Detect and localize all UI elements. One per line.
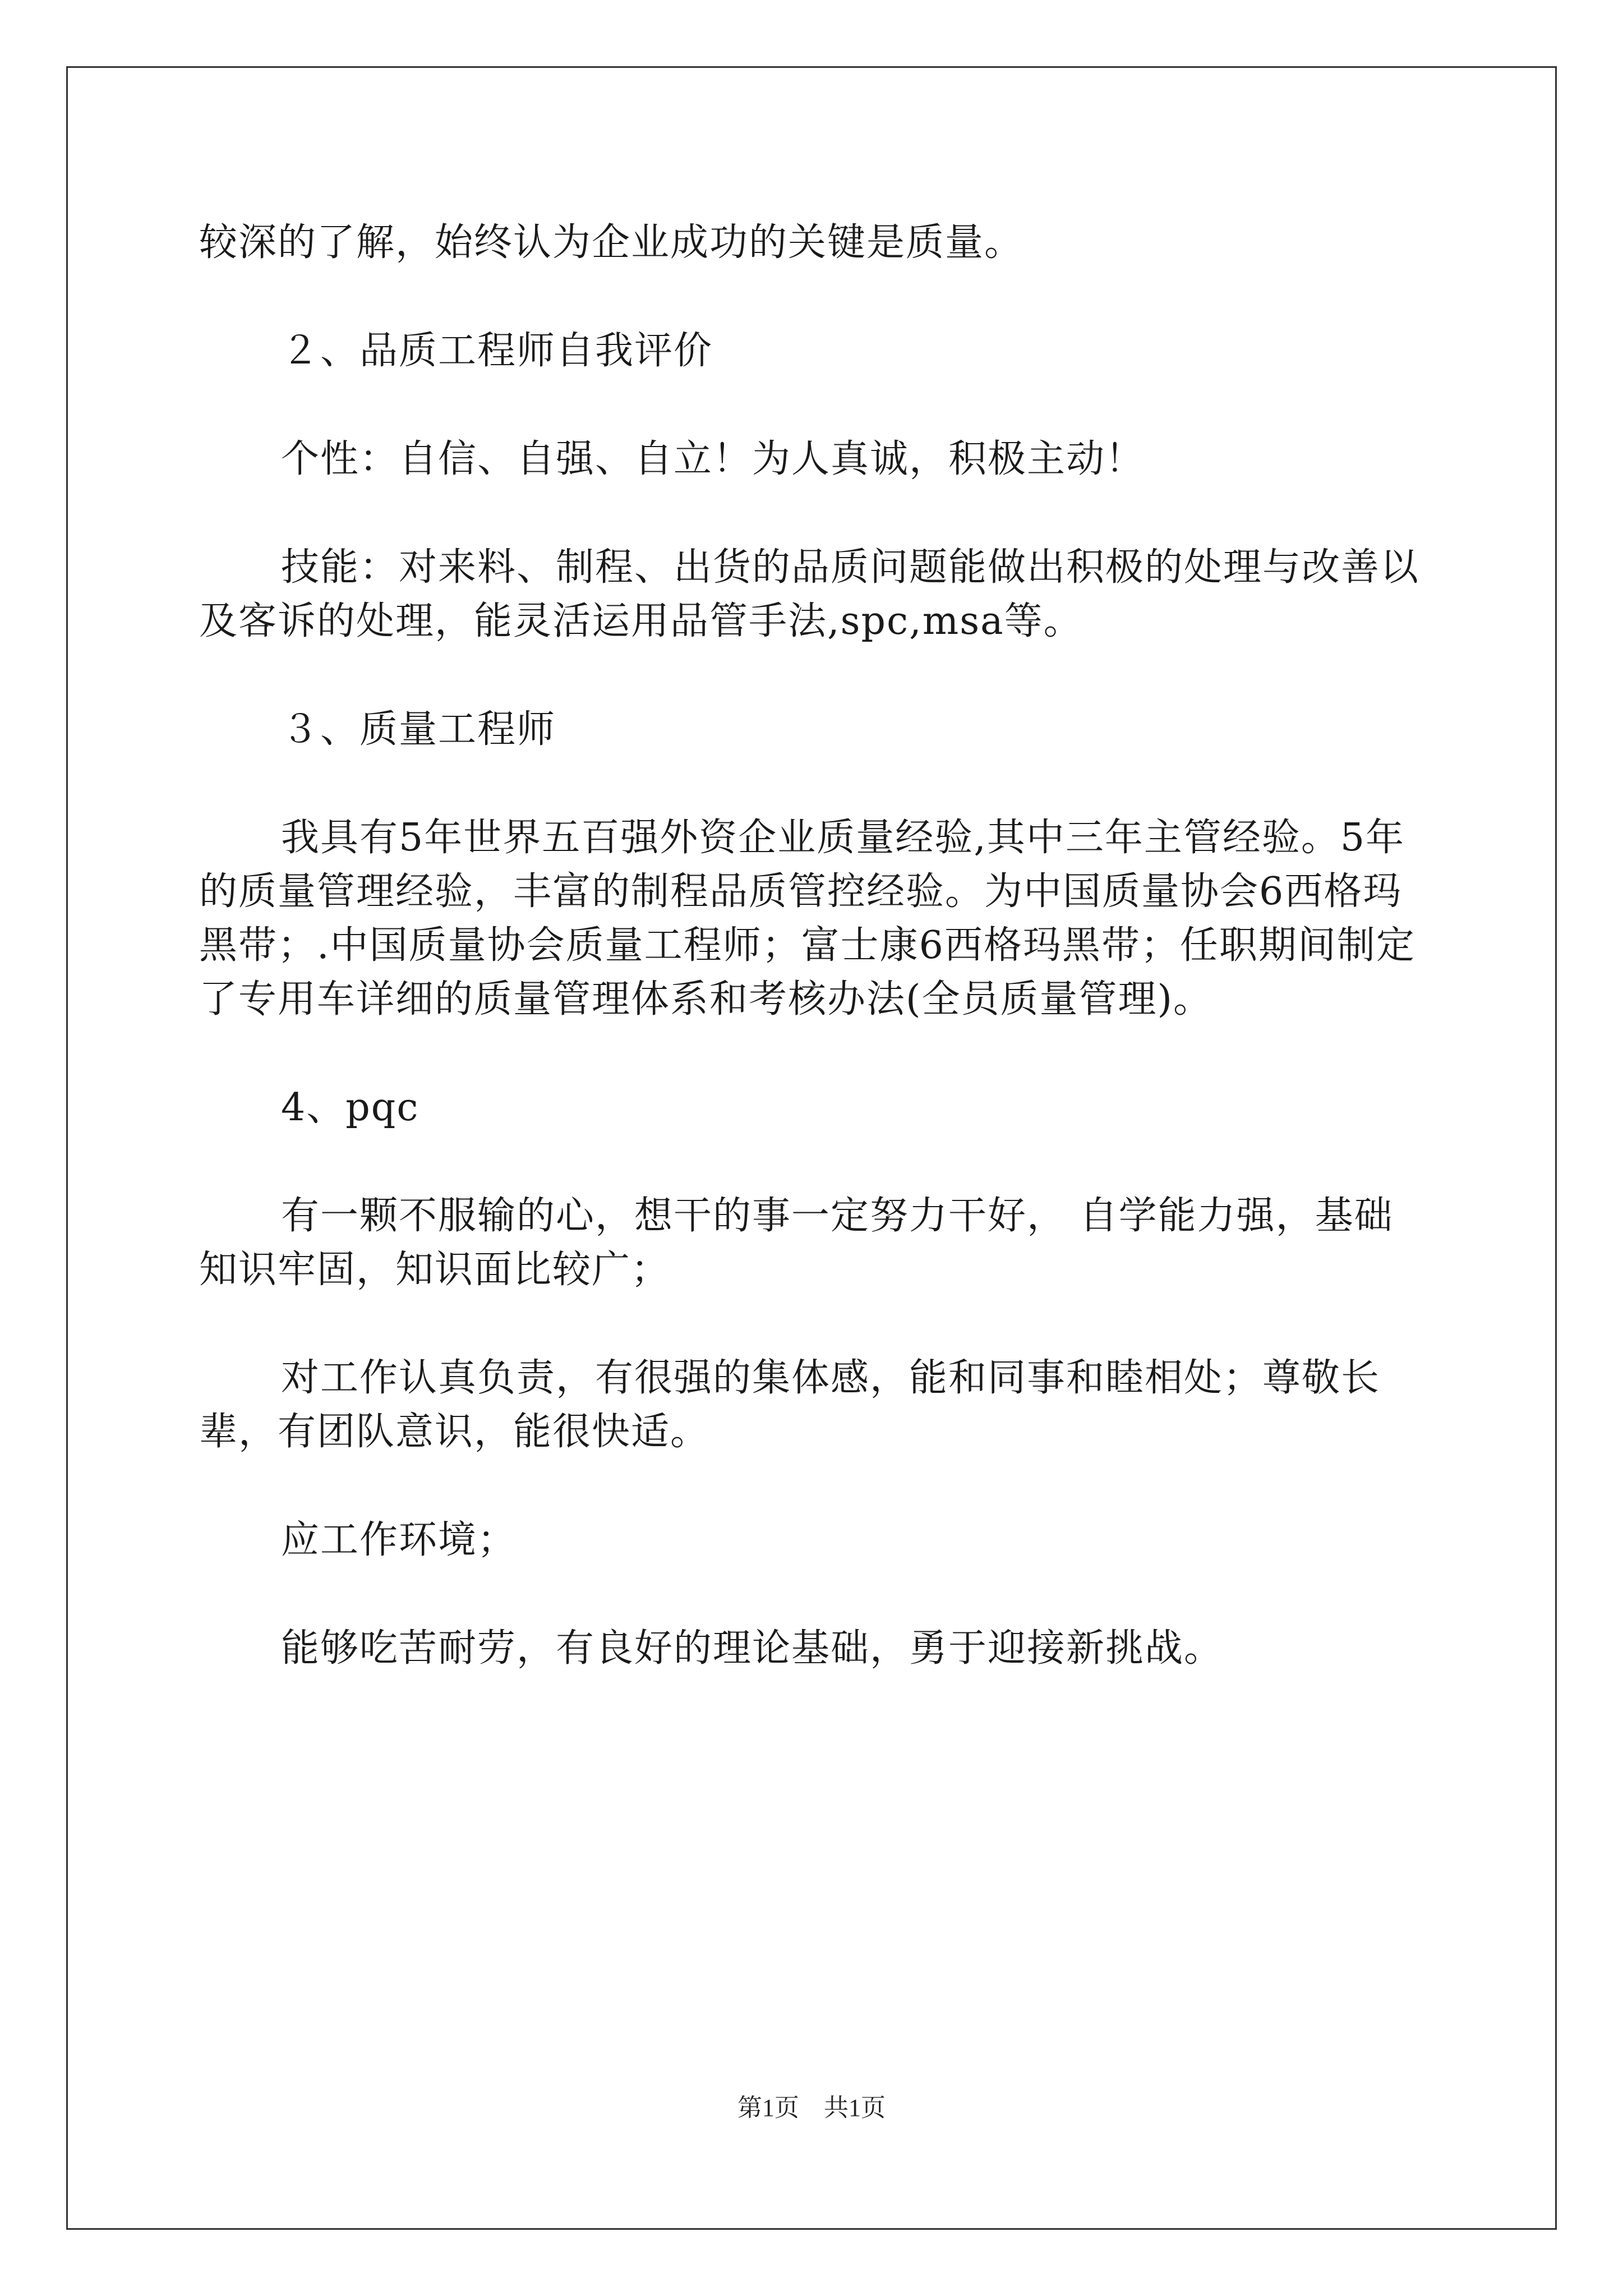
paragraph-attitude: 有一颗不服输的心，想干的事一定努力干好， 自学能力强，基础知识牢固，知识面比较广； [199,1194,1394,1292]
section-heading-2: ２、品质工程师自我评价 [281,329,713,373]
paragraph-hardworking: 能够吃苦耐劳，有良好的理论基础，勇于迎接新挑战。 [281,1626,1224,1671]
document-body [199,216,1427,1730]
paragraph-experience: 我具有5年世界五百强外资企业质量经验,其中三年主管经验。5年的质量管理经验，丰富的制程品质管控经验。为中国质量协会6西格玛黑带；.中国质量协会质量工程师；富士康6西格玛黑带；任职期间制定了专用车详细的质量管理体系和考核办法(全员质量管理)。 [199,816,1415,1022]
paragraph-personality: 个性：自信、自强、自立！为人真诚，积极主动！ [281,437,1145,481]
paragraph-1: 较深的了解，始终认为企业成功的关键是质量。 [199,220,1024,265]
section-heading-4: 4、pqc [281,1085,419,1130]
paragraph-environment: 应工作环境； [281,1518,517,1562]
section-heading-3: ３、质量工程师 [281,707,556,752]
page-footer: 第1页 共1页 [737,2094,886,2122]
paragraph-responsibility: 对工作认真负责，有很强的集体感，能和同事和睦相处；尊敬长辈，有团队意识，能很快适。 [199,1356,1381,1454]
paragraph-skills: 技能：对来料、制程、出货的品质问题能做出积极的处理与改善以及客诉的处理，能灵活运用品管手法,spc,msa等。 [199,545,1420,643]
